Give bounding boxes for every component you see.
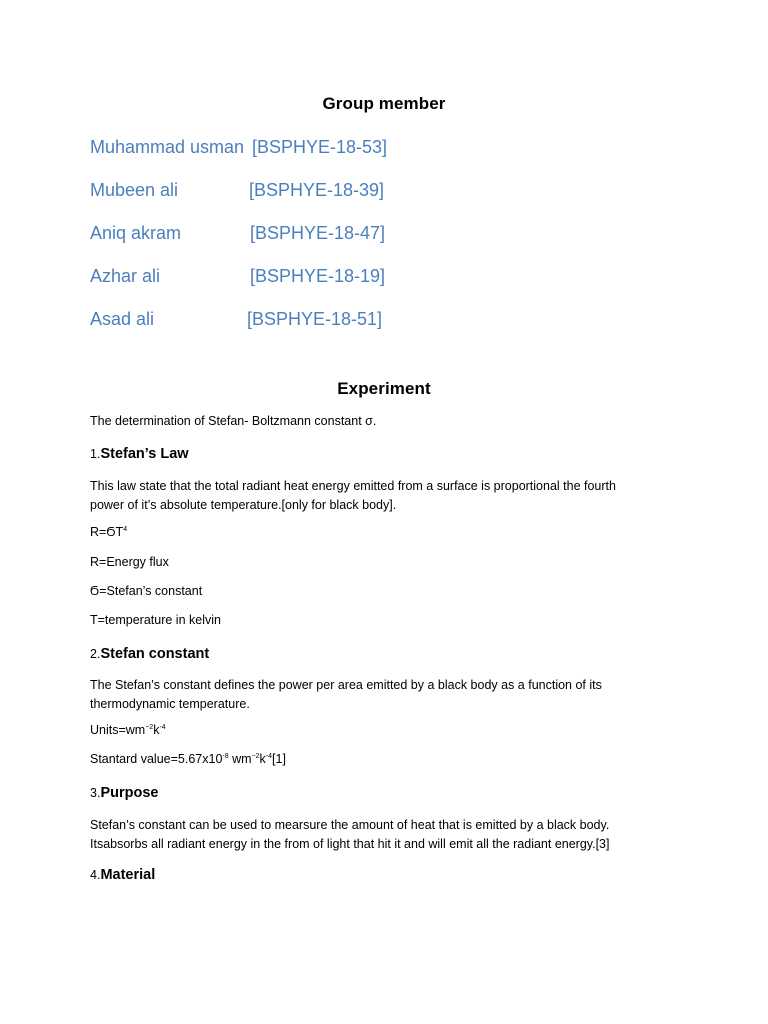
member-name: Muhammad usman: [90, 137, 245, 157]
constant-paragraph: The Stefan’s constant defines the power per area emitted by a black body as a function of its thermodynamic temperature.: [90, 678, 602, 711]
section-title: Stefan constant: [100, 646, 210, 662]
citation-ref: [1]: [272, 752, 286, 766]
units-exponent: −2: [145, 723, 154, 731]
definition-t: T=temperature in kelvin: [90, 613, 221, 627]
section-title: Material: [100, 867, 156, 883]
member-name: Asad ali: [90, 309, 155, 329]
standard-exponent: -8: [222, 752, 229, 760]
section-number: 4.: [90, 868, 101, 882]
standard-value-line: [90, 752, 286, 766]
member-name: Mubeen ali: [90, 180, 179, 200]
law-formula: [90, 525, 127, 539]
member-id: [BSPHYE-18-19]: [250, 266, 386, 286]
section-heading-purpose: [90, 784, 158, 802]
units-line: [90, 723, 166, 737]
units-exponent: -4: [159, 723, 166, 731]
member-name: Aniq akram: [90, 223, 182, 243]
experiment-heading: Experiment: [337, 379, 431, 398]
section-number: 3.: [90, 786, 101, 800]
member-id: [BSPHYE-18-53]: [252, 137, 388, 157]
standard-exponent: -4: [265, 752, 273, 760]
section-heading-stefans-law: [90, 445, 189, 463]
member-id: [BSPHYE-18-39]: [249, 180, 385, 200]
law-paragraph: This law state that the total radiant heat energy emitted from a surface is proportional the fourth power of it’s absolute temperature.[only for black body].: [90, 479, 616, 512]
standard-text: k: [259, 752, 266, 766]
section-title: Purpose: [100, 785, 159, 801]
units-text: Units=wm: [90, 723, 146, 737]
group-member-heading: Group member: [322, 94, 446, 113]
standard-text: wm: [228, 752, 252, 766]
experiment-intro: The determination of Stefan- Boltzmann constant σ.: [90, 414, 377, 428]
formula-exponent: 4: [123, 525, 128, 533]
section-number: 2.: [90, 647, 101, 661]
section-heading-stefan-constant: [90, 645, 209, 663]
section-title: Stefan’s Law: [100, 446, 189, 462]
definition-sigma: Ϭ=Stefan’s constant: [90, 584, 203, 598]
member-id: [BSPHYE-18-51]: [247, 309, 383, 329]
formula-base: R=ϬT: [90, 525, 124, 539]
member-name: Azhar ali: [90, 266, 161, 286]
purpose-paragraph: Stefan’s constant can be used to mearsure the amount of heat that is emitted by a black body. Itsabsorbs all radiant energy in the from of light that hit it and will emit all the radiant energy.[3]: [90, 818, 610, 851]
member-id: [BSPHYE-18-47]: [250, 223, 386, 243]
section-heading-material: [90, 866, 155, 884]
standard-exponent: −2: [251, 752, 260, 760]
definition-r: R=Energy flux: [90, 555, 169, 569]
section-number: 1.: [90, 447, 101, 461]
standard-text: Stantard value=5.67x10: [90, 752, 223, 766]
units-text: k: [153, 723, 160, 737]
